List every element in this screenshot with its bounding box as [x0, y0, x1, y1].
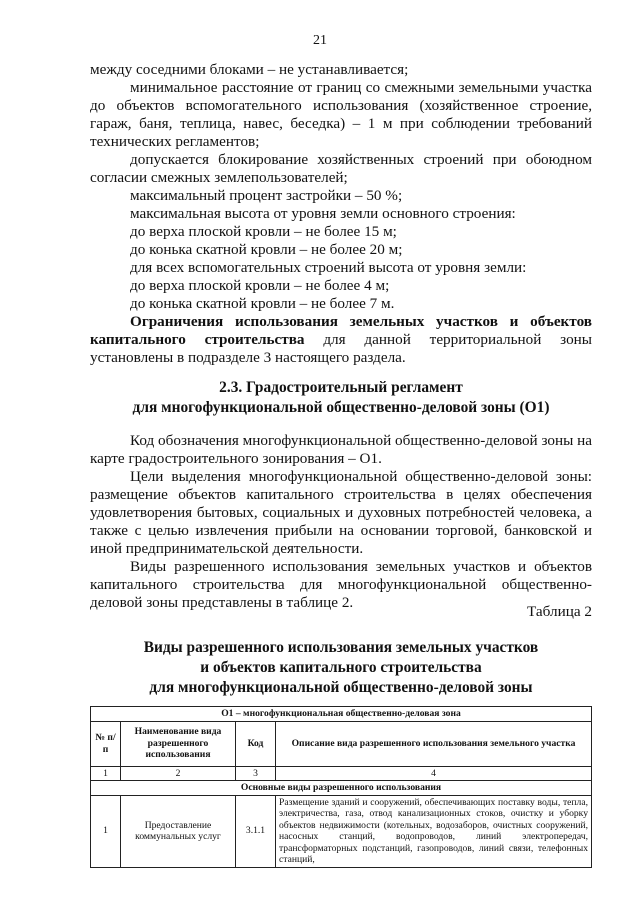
paragraph: максимальный процент застройки – 50 %; [130, 187, 403, 204]
col-header-description: Описание вида разрешенного использования земельного участка [276, 721, 592, 766]
col-number: 2 [121, 766, 236, 781]
table-column-header-row [91, 721, 592, 766]
table-title-line2: и объектов капитального строительства [200, 659, 482, 676]
land-use-table [90, 706, 592, 868]
col-number: 4 [276, 766, 592, 781]
col-number: 3 [236, 766, 276, 781]
section-heading-line1: 2.3. Градостроительный регламент [219, 379, 463, 396]
col-number: 1 [91, 766, 121, 781]
paragraph: для всех вспомогательных строений высота от уровня земли: [130, 259, 527, 276]
paragraph: Код обозначения многофункциональной общественно-деловой зоны на карте градостроительного зонирования – О1. [90, 432, 592, 467]
restriction-bold: Ограничения использования земельных участков и объектов капитального строительства [90, 313, 592, 348]
table-title-line1: Виды разрешенного использования земельных участков [143, 639, 539, 656]
col-header-number: № п/п [91, 721, 121, 766]
regulation-paragraphs-a [90, 61, 592, 367]
paragraph: Виды разрешенного использования земельных участков и объектов капитального строительства для многофункциональной общественно-деловой зоны представлены в таблице 2. [90, 558, 592, 611]
paragraph: Цели выделения многофункциональной общественно-деловой зоны: размещение объектов капитального строительства в целях обеспечения удовлетворения бытовых, социальных и духовных потребностей человека, а также с целью извлечения прибыли на основании торговой, банковской и иной предпринимательской деятельности. [90, 468, 592, 557]
paragraph: до конька скатной кровли – не более 20 м; [130, 241, 403, 258]
paragraph: до верха плоской кровли – не более 4 м; [130, 277, 390, 294]
page-number: 21 [313, 33, 327, 48]
row-use-name: Предоставление коммунальных услуг [121, 795, 236, 867]
paragraph: минимальное расстояние от границ со смежными земельными участка до объектов вспомогательного использования (хозяйственное строение, гараж, баня, теплица, навес, беседка) – 1 м при соблюдении требований технических регламентов; [90, 79, 592, 150]
paragraph: между соседними блоками – не устанавливается; [90, 61, 409, 78]
section-heading-line2: для многофункциональной общественно-деловой зоны (О1) [132, 399, 550, 416]
col-header-code: Код [236, 721, 276, 766]
table-row [91, 795, 592, 867]
table-title-line3: для многофункциональной общественно-деловой зоны [149, 679, 533, 696]
table-group-row [91, 781, 592, 796]
table-zone-header-row [91, 707, 592, 722]
col-header-name: Наименование вида разрешенного использования [121, 721, 236, 766]
row-description: Размещение зданий и сооружений, обеспечивающих поставку воды, тепла, электричества, газа, отвод канализационных стоков, очистку и уборку объектов недвижимости (котельных, водозаборов, очистных сооружений, насосных станций, водопроводов, линий электропередач, трансформаторных подстанций, газопроводов, линий связи, телефонных станций, [276, 795, 592, 867]
table-label: Таблица 2 [527, 603, 592, 620]
table-column-number-row [91, 766, 592, 781]
section-heading [90, 378, 592, 418]
row-code: 3.1.1 [236, 795, 276, 867]
regulation-paragraphs-b [90, 432, 592, 612]
paragraph: до конька скатной кровли – не более 7 м. [130, 295, 395, 312]
row-number: 1 [91, 795, 121, 867]
paragraph: допускается блокирование хозяйственных строений при обоюдном согласии смежных землепользователей; [90, 151, 592, 186]
group-header: Основные виды разрешенного использования [91, 781, 592, 796]
restriction-paragraph [90, 313, 592, 367]
restriction-rest: для данной территориальной зоны установлены в подразделе 3 настоящего раздела. [90, 331, 592, 366]
paragraph: максимальная высота от уровня земли основного строения: [130, 205, 516, 222]
table-title [90, 638, 592, 698]
zone-header: О1 – многофункциональная общественно-деловая зона [91, 707, 592, 722]
paragraph: до верха плоской кровли – не более 15 м; [130, 223, 397, 240]
